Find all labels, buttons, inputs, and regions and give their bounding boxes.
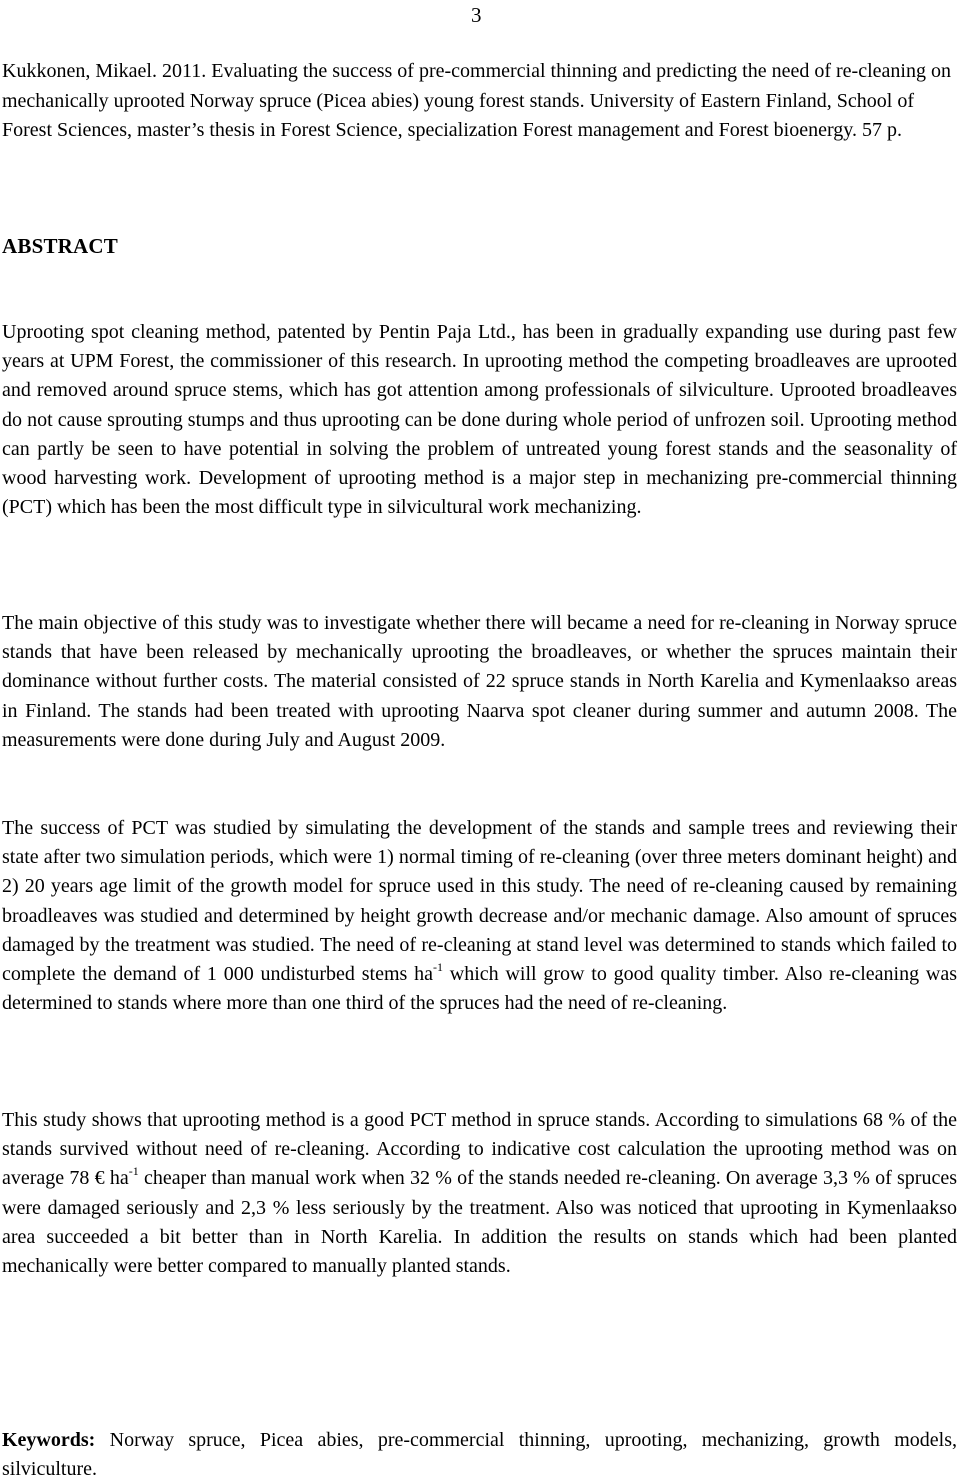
paragraph-3-text-a: The success of PCT was studied by simulating the development of the stands and sample trees and reviewing their state after two simulation periods, which were 1) normal timing of re-cleaning (over three meters dominant height) and 2) 20 years age limit of the growth model for spruce used in this study. The need of re-cleaning caused by remaining broadleaves was studied and determined by height growth decrease and/or mechanic damage. Also amount of spruces damaged by the treatment was studied. The need of re-cleaning at stand level was determined to stands which failed to complete the demand of 1 000 undisturbed stems ha xyxy=(2,817,957,986)
paragraph-4-text-b: cheaper than manual work when 32 % of the stands needed re-cleaning. On average 3,3 % of spruces were damaged seriously and 2,3 % less seriously by the treatment. Also was noticed that uprooting in Kymenlaakso area succeeded a bit better than in North Karelia. In addition the results on stands which had been planted mechanically were better compared to manually planted stands. xyxy=(2,1167,957,1278)
abstract-heading: ABSTRACT xyxy=(2,234,118,258)
keywords-label: Keywords: xyxy=(2,1429,96,1451)
abstract-paragraph-1: Uprooting spot cleaning method, patented by Pentin Paja Ltd., has been in gradually expanding use during past few years at UPM Forest, the commissioner of this research. In uprooting method the competing broadleaves are uprooted and removed around spruce stems, which has got attention among professionals of silviculture. Uprooted broadleaves do not cause sprouting stumps and thus uprooting can be done during whole period of unfrozen soil. Uprooting method can partly be seen to have potential in solving the problem of untreated young forest stands and the seasonality of wood harvesting work. Development of uprooting method is a major step in mechanizing pre-commercial thinning (PCT) which has been the most difficult type in silvicultural work mechanizing. xyxy=(2,321,957,519)
keywords-text: Norway spruce, Picea abies, pre-commercial thinning, uprooting, mechanizing, growth models, silviculture. xyxy=(2,1429,957,1481)
page-number: 3 xyxy=(471,3,482,27)
abstract-paragraph-3 xyxy=(2,814,957,1018)
paragraph-3-text-b: which will grow to good quality timber. Also re-cleaning was determined to stands where more than one third of the spruces had the need of re-cleaning. xyxy=(2,963,957,1015)
abstract-paragraph-2: The main objective of this study was to investigate whether there will became a need for re-cleaning in Norway spruce stands that have been released by mechanically uprooting the broadleaves, or whether the spruces maintain their dominance without further costs. The material consisted of 22 spruce stands in North Karelia and Kymenlaakso areas in Finland. The stands had been treated with uprooting Naarva spot cleaner during summer and autumn 2008. The measurements were done during July and August 2009. xyxy=(2,612,957,751)
paragraph-3-superscript: -1 xyxy=(432,960,443,975)
citation: Kukkonen, Mikael. 2011. Evaluating the success of pre-commercial thinning and predicting the need of re-cleaning on mechanically uprooted Norway spruce (Picea abies) young forest stands. University of Eastern Finland, School of Forest Sciences, master’s thesis in Forest Science, specialization Forest management and Forest bioenergy. 57 p. xyxy=(2,60,951,141)
abstract-paragraph-4 xyxy=(2,1106,957,1281)
paragraph-4-text-a: This study shows that uprooting method is a good PCT method in spruce stands. According to simulations 68 % of the stands survived without need of re-cleaning. According to indicative cost calculation the uprooting method was on average 78 € ha xyxy=(2,1109,957,1190)
keywords xyxy=(2,1426,957,1484)
paragraph-4-superscript: -1 xyxy=(128,1164,139,1179)
